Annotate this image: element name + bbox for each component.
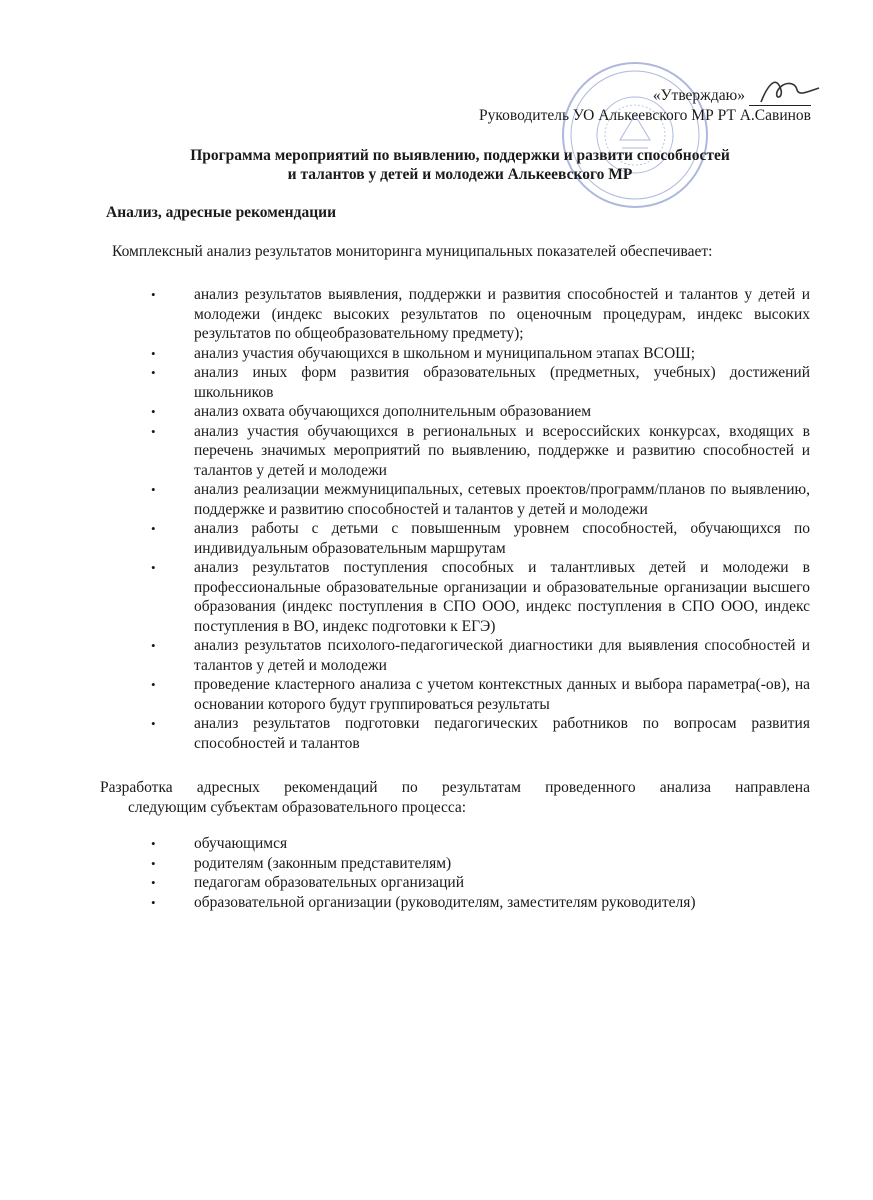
bullet-icon: •: [151, 482, 156, 497]
bullet-icon: •: [151, 836, 156, 851]
list-item-text: анализ результатов подготовки педагогических работников по вопросам развития способностей и талантов: [194, 715, 810, 752]
list-item: [0, 285, 873, 344]
title-line-2: и талантов у детей и молодежи Алькеевского МР: [287, 166, 633, 183]
document-title: [100, 146, 820, 184]
bullet-icon: •: [151, 404, 156, 419]
bullet-icon: •: [151, 875, 156, 890]
list-item: [0, 402, 873, 422]
recommendations-line-2: следующим субъектам образовательного процесса:: [128, 799, 467, 816]
list-item: [0, 422, 873, 481]
list-item-text: анализ охвата обучающихся дополнительным образованием: [194, 403, 592, 420]
section-heading: Анализ, адресные рекомендации: [106, 204, 336, 221]
list-item-text: педагогам образовательных организаций: [194, 874, 465, 891]
list-item: [0, 714, 873, 753]
list-item-text: анализ участия обучающихся в школьном и муниципальном этапах ВСОШ;: [194, 344, 696, 362]
list-item: [0, 344, 873, 364]
signature-line: [749, 91, 811, 106]
list-item-text: анализ участия обучающихся в региональных и всероссийских конкурсах, входящих в перечень значимых мероприятий по выявлению, поддержке и развитию способностей и талантов у детей и молодежи: [194, 422, 810, 479]
list-item: [0, 854, 873, 874]
list-item-text: анализ реализации межмуниципальных, сетевых проектов/программ/планов по выявлению, поддержке и развитию способностей и талантов у детей и молодежи: [194, 481, 810, 518]
list-item: [0, 519, 873, 558]
list-item: [0, 363, 873, 402]
recommendations-line-1: Разработка адресных рекомендаций по результатам проведенного анализа направлена: [100, 779, 810, 796]
list-item: [0, 675, 873, 714]
analysis-list: [0, 285, 873, 753]
bullet-icon: •: [151, 365, 156, 380]
approval-block: [479, 86, 811, 126]
list-item-text: анализ результатов выявления, поддержки и развития способностей и талантов у детей и молодежи (индекс высоких результатов по оценочным процедурам, индекс высоких результатов по общеобразовательному предмету);: [194, 286, 810, 342]
official-stamp: [560, 60, 710, 210]
bullet-icon: •: [151, 423, 156, 439]
list-item-text: обучающимся: [194, 835, 288, 852]
title-line-1: Программа мероприятий по выявлению, поддержки и развити способностей: [190, 147, 730, 164]
list-item-text: образовательной организации (руководителям, заместителям руководителя): [194, 893, 696, 911]
bullet-icon: •: [151, 855, 156, 871]
bullet-icon: •: [151, 894, 156, 910]
list-item: [0, 636, 873, 675]
list-item: [0, 834, 873, 854]
intro-paragraph: Комплексный анализ результатов мониторинга муниципальных показателей обеспечивает:: [112, 243, 713, 260]
list-item: [0, 480, 873, 519]
list-item-text: анализ работы с детьми с повышенным уровнем способностей, обучающихся по индивидуальным образовательным маршрутам: [194, 520, 810, 557]
list-item-text: проведение кластерного анализа с учетом контекстных данных и выбора параметра(-ов), на основании которого будут группироваться результаты: [194, 676, 810, 713]
bullet-icon: •: [151, 345, 156, 361]
list-item: [0, 873, 873, 893]
list-item: [0, 558, 873, 636]
list-item: [0, 893, 873, 913]
bullet-icon: •: [151, 638, 156, 653]
bullet-icon: •: [151, 560, 156, 575]
bullet-icon: •: [151, 521, 156, 536]
recipients-list: [0, 834, 873, 912]
list-item-text: анализ результатов психолого-педагогической диагностики для выявления способностей и талантов у детей и молодежи: [194, 637, 810, 674]
approval-label: «Утверждаю»: [652, 87, 745, 104]
list-item-text: анализ иных форм развития образовательных (предметных, учебных) достижений школьников: [194, 364, 810, 401]
approval-position: Руководитель УО Алькеевского МР РТ А.Савинов: [479, 107, 811, 124]
bullet-icon: •: [151, 677, 156, 692]
list-item-text: родителям (законным представителям): [194, 854, 452, 872]
bullet-icon: •: [151, 716, 156, 731]
bullet-icon: •: [151, 287, 156, 302]
list-item-text: анализ результатов поступления способных и талантливых детей и молодежи в профессиональные образовательные организации и образовательные организации высшего образования (индекс поступления в СПО ООО, индекс поступления в СПО ООО, индекс поступления в ВО, индекс подготовки к ЕГЭ): [194, 559, 810, 635]
recommendations-paragraph: [100, 778, 810, 818]
